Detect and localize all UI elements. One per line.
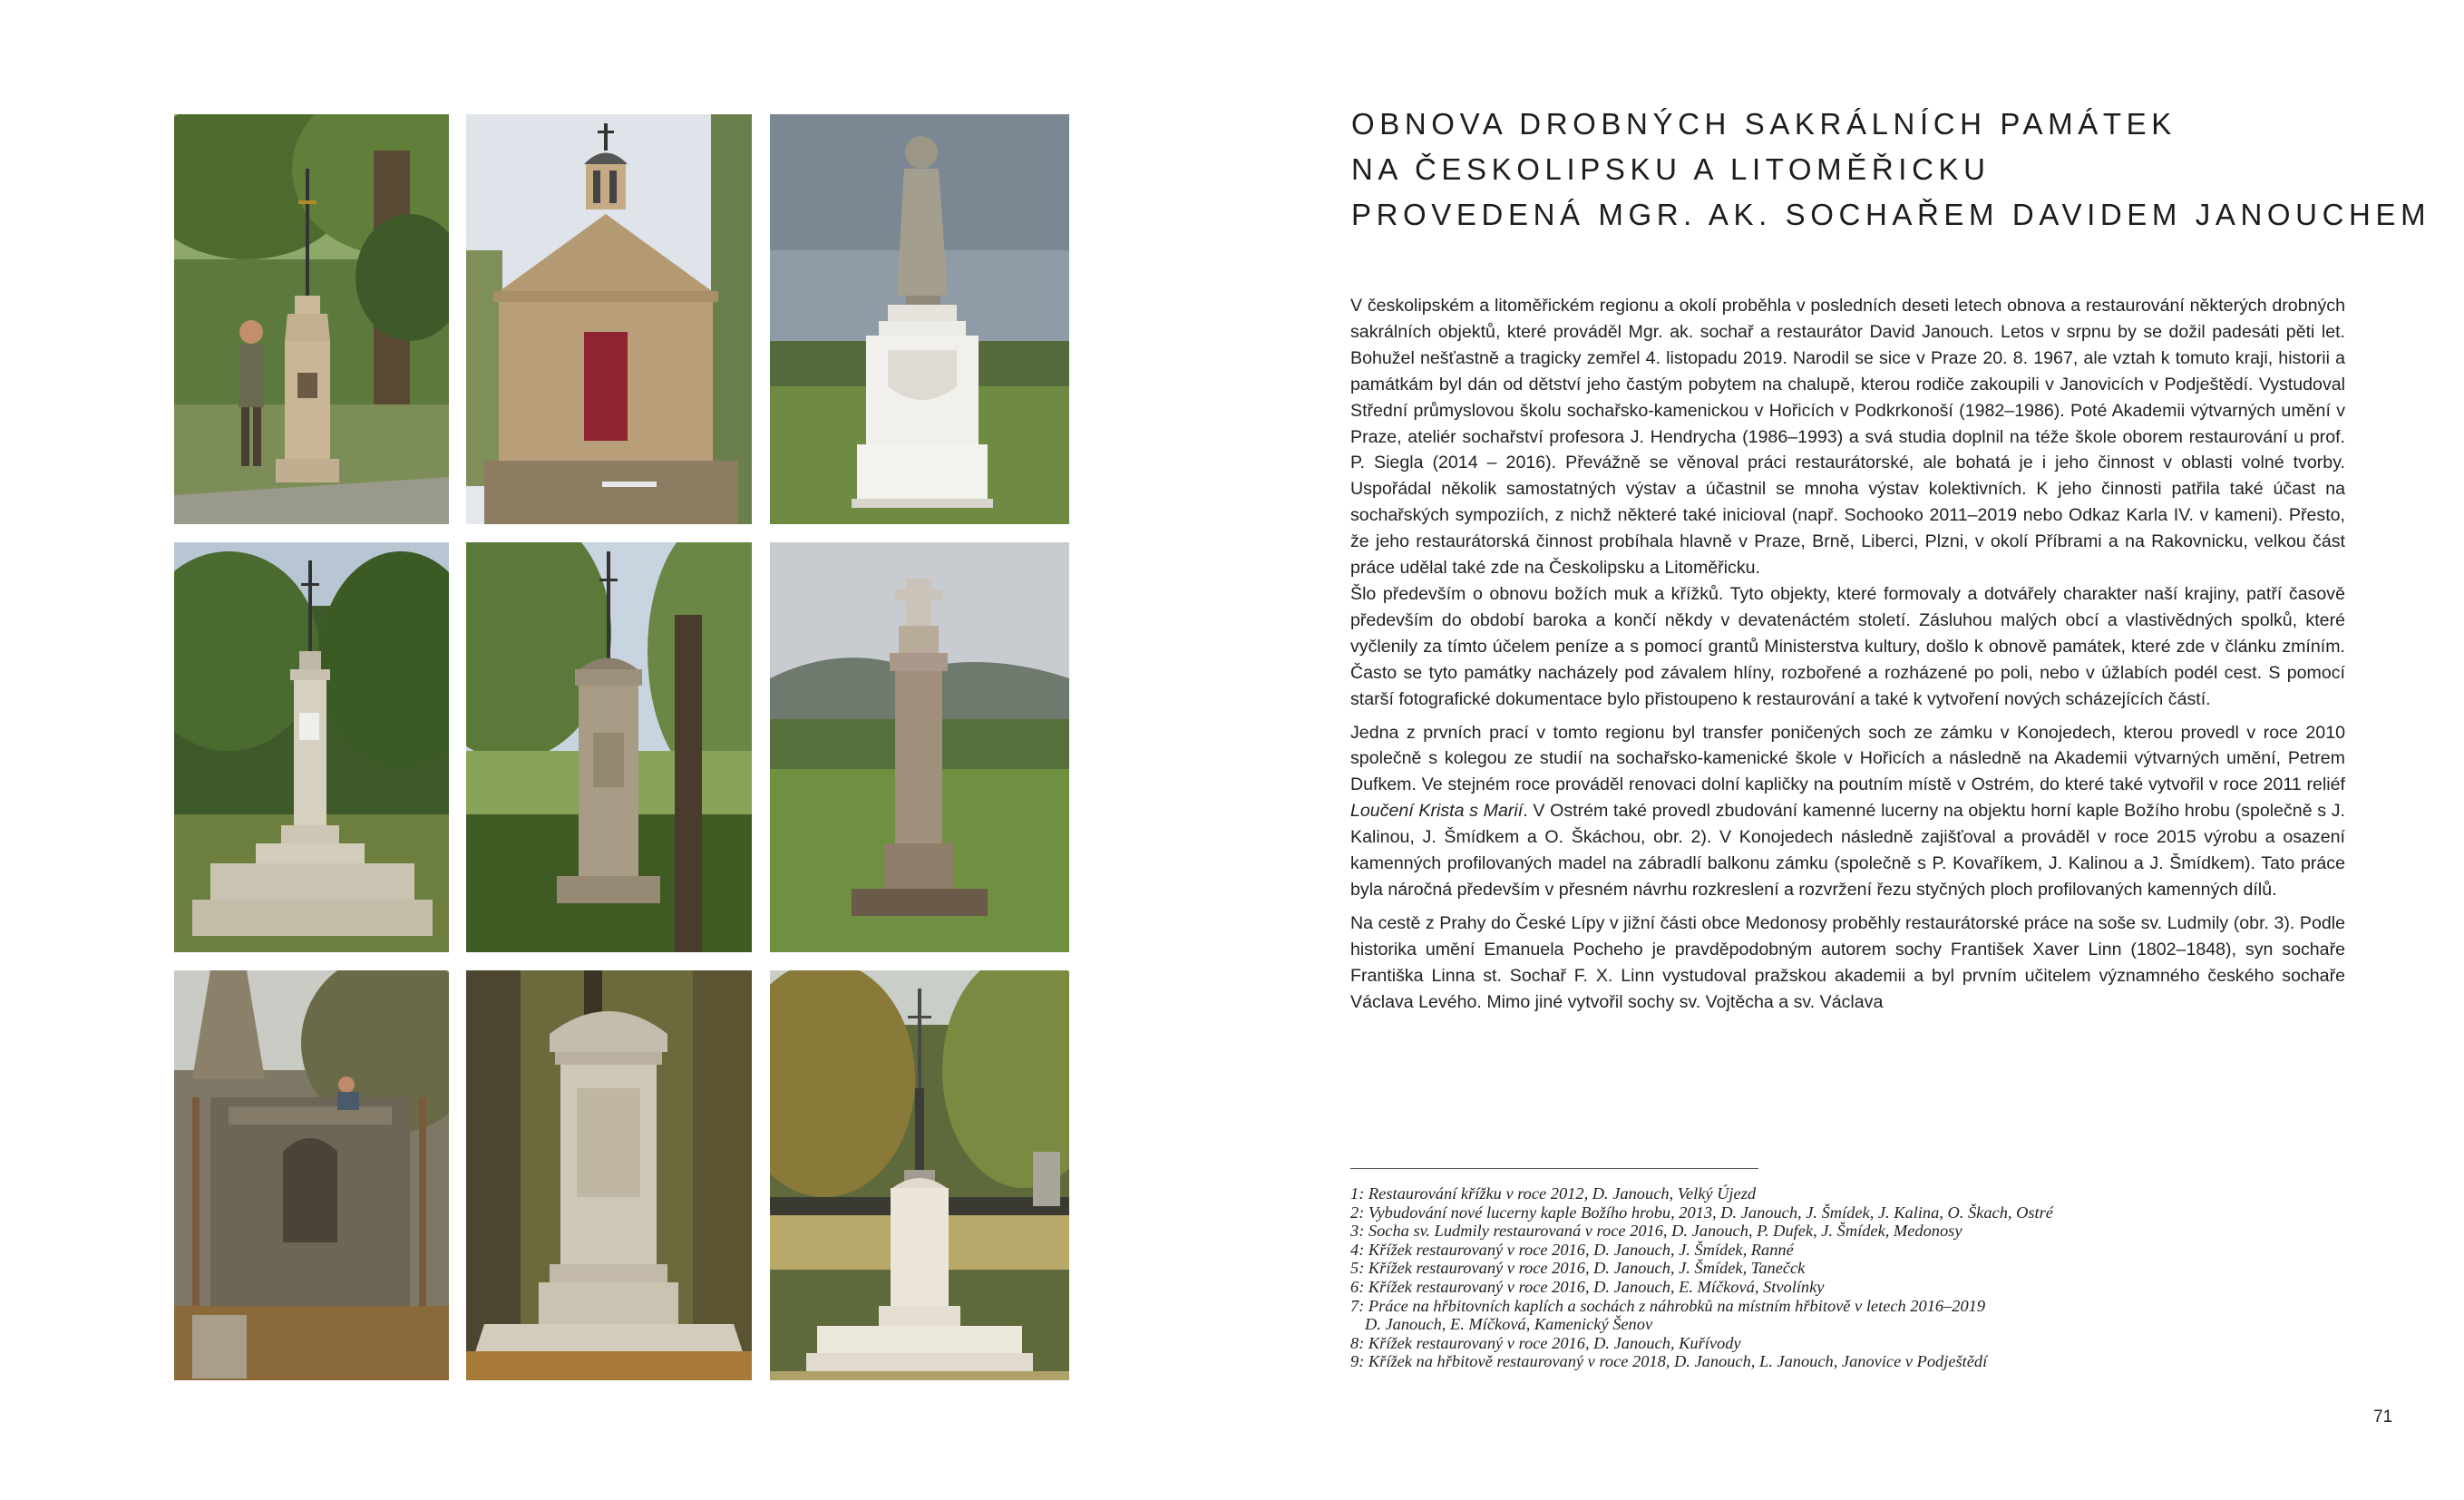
footnote-divider	[1350, 1168, 1758, 1169]
footnote-5: 5: Křížek restaurovaný v roce 2016, D. Janouch, J. Šmídek, Tanečck	[1350, 1259, 1806, 1278]
footnote-7-continued: D. Janouch, E. Míčková, Kamenický Šenov	[1365, 1315, 1653, 1334]
photo-2-chapel-ostre	[466, 114, 752, 524]
footnote-6: 6: Křížek restaurovaný v roce 2016, D. Janouch, E. Míčková, Stvolínky	[1350, 1277, 1825, 1296]
title-line-3: PROVEDENÁ MGR. AK. SOCHAŘEM DAVIDEM JANOUCHEM	[1351, 198, 2431, 231]
paragraph-4: Na cestě z Prahy do České Lípy v jižní části obce Medonosy proběhly restaurátorské práce na soše sv. Ludmily (obr. 3). Podle historika umění Emanuela Pocheho je pravděpodobným autorem sochy František Xaver Linn (1802–1848), syn sochaře Františka Linna st. Sochař F. X. Linn vystudoval pražskou akademii a byl prvním učitelem významného českého sochaře Václava Levého. Mimo jiné vytvořil sochy sv. Vojtěcha a sv. Václava	[1350, 912, 2345, 1012]
footnote-7: 7: Práce na hřbitovních kaplích a sochách z náhrobků na místním hřbitově v letech 2016–2019	[1350, 1296, 1986, 1315]
paragraph-3-part-2: . V Ostrém také provedl zbudování kamenné lucerny na objektu horní kaple Božího hrobu (společně s J. Kalinou, J. Šmídkem a O. Škáchou, obr. 2). V Konojedech následně zajišťoval a prováděl v roce 2015 výrobu a osazení kamenných profilovaných madel na zábradlí balkonu zámku (společně s P. Kovaříkem, J. Kalinou a J. Šmídkem). Tato práce byla náročná především v přesném návrhu rozkreslení a rozvržení řezu styčných ploch profilovaných kamenných dílů.	[1350, 801, 2345, 900]
photo-9-cross-janovice	[770, 970, 1069, 1380]
footnote-1: 1: Restaurování křížku v roce 2012, D. Janouch, Velký Újezd	[1350, 1184, 1757, 1203]
photo-5-cross-taneck	[466, 542, 752, 952]
photo-4-cross-ranne	[174, 542, 449, 952]
photo-7-cemetery-kamenicky-senov	[174, 970, 449, 1380]
photo-3-statue-ludmila-medonosy	[770, 114, 1069, 524]
paragraph-3	[1350, 720, 2345, 903]
footnote-4: 4: Křížek restaurovaný v roce 2016, D. Janouch, J. Šmídek, Ranné	[1350, 1240, 1794, 1259]
footnote-9: 9: Křížek na hřbitově restaurovaný v roce 2018, D. Janouch, L. Janouch, Janovice v Podještědí	[1350, 1352, 1988, 1371]
article-body	[1350, 293, 2345, 1015]
paragraph-1: V českolipském a litoměřickém regionu a okolí proběhla v posledních deseti letech obnova a restaurování některých drobných sakrálních objektů, které prováděl Mgr. ak. sochař a restaurátor David Janouch. Letos v srpnu by se dožil padesáti pěti let. Bohužel nešťastně a tragicky zemřel 4. listopadu 2019. Narodil se sice v Praze 20. 8. 1967, ale vztah k tomuto kraji, historii a památkám byl dán od dětství jeho častým pobytem na chalupě, kterou rodiče zakoupili v Janovicích v Podještědí. Vystudoval Střední průmyslovou školu sochařsko-kamenickou v Hořicích v Podkrkonoší (1982–1986). Poté Akademii výtvarných umění v Praze, ateliér sochařství profesora J. Hendrycha (1986–1993) a svá studia doplnil na téže škole oborem restaurování u prof. P. Siegla (2014 – 2016). Převážně se věnoval práci restaurátorské, ale bohatá je i jeho činnost v oblasti volné tvorby. Uspořádal několik samostatných výstav a účastnil se mnoha výstav kolektivních. K jeho činnosti patřila také účast na sochařských sympoziích, z nichž některé také inicioval (např. Sochooko 2011–2019 nebo Odkaz Karla IV. v kameni). Přesto, že jeho restaurátorská činnost probíhala hlavně v Praze, Brně, Liberci, Plzni, v okolí Příbrami a na Rakovnicku, velkou část práce udělal také zde na Českolipsku a Litoměřicku.	[1350, 296, 2345, 579]
photo-6-cross-stvolinky	[770, 542, 1069, 952]
photo-8-cross-kurivody	[466, 970, 752, 1380]
paragraph-3-part-1: Jedna z prvních prací v tomto regionu byl transfer poničených soch ze zámku v Konojedech, kterou provedl v roce 2010 společně s kolegou ze studií na sochařsko-kamenické škole v Hořicích a následně na Akademii výtvarných umění, Petrem Dufkem. Ve stejném roce prováděl renovaci dolní kapličky na poutním místě v Ostrém, do které také vytvořil v roce 2011 reliéf	[1350, 722, 2345, 795]
paragraph-2: Šlo především o obnovu božích muk a křížků. Tyto objekty, které formovaly a dotvářely charakter naší krajiny, patří časově především do období baroka a končí někdy v devatenáctém století. Zásluhou malých obcí a vlastivědných spolků, které vyčlenily za tímto účelem peníze a s pomocí grantů Ministerstva kultury, došlo k obnově památek, které zde v článku zmíním. Často se tyto památky nacházely pod závalem hlíny, rozbořené a rozházené po poli, nebo v úžlabích podél cest. S pomocí starší fotografické dokumentace bylo přistoupeno k restaurování a také k vytvoření nových scházejících částí.	[1350, 583, 2345, 709]
title-line-1: OBNOVA DROBNÝCH SAKRÁLNÍCH PAMÁTEK	[1351, 107, 2177, 141]
title-line-2: NA ČESKOLIPSKU A LITOMĚŘICKU	[1351, 152, 1991, 186]
footnote-2: 2: Vybudování nové lucerny kaple Božího hrobu, 2013, D. Janouch, J. Šmídek, J. Kalina, O. Škach, Ostré	[1350, 1203, 2053, 1222]
footnote-3: 3: Socha sv. Ludmily restaurovaná v roce 2016, D. Janouch, P. Dufek, J. Šmídek, Medonosy	[1350, 1222, 1962, 1241]
article-title	[1351, 102, 2431, 238]
photo-1-cross-velky-ujezd	[174, 114, 449, 524]
footnotes	[1350, 1184, 2348, 1371]
footnote-8: 8: Křížek restaurovaný v roce 2016, D. Janouch, Kuřívody	[1350, 1333, 1741, 1352]
paragraph-3-italic-title: Loučení Krista s Marií	[1350, 801, 1524, 822]
page-number: 71	[2373, 1407, 2393, 1427]
